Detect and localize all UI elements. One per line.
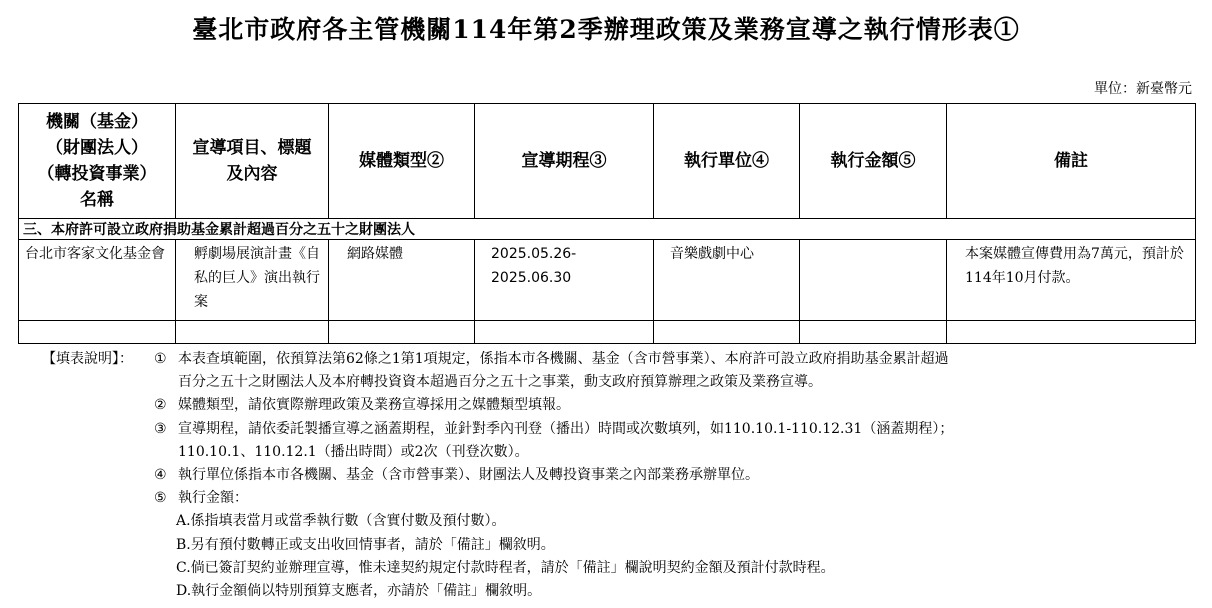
header-period: 宣導期程③: [475, 104, 654, 219]
cell-note: 本案媒體宣傳費用為7萬元，預計於114年10月付款。: [947, 240, 1196, 321]
cell-amount: [800, 240, 947, 321]
note-sub-d: D.執行金額倘以特別預算支應者，亦請於「備註」欄敘明。: [176, 583, 542, 600]
section-title: 三、本府許可設立政府捐助基金累計超過百分之五十之財團法人: [19, 219, 1196, 240]
table-row: [19, 240, 1196, 321]
note-sub-b: B.另有預付數轉正或支出收回情事者，請於「備註」欄敘明。: [176, 536, 555, 553]
empty-row: [19, 321, 1196, 344]
header-item: 宣導項目、標題 及內容: [176, 104, 329, 219]
cell-org: 台北市客家文化基金會: [19, 240, 176, 321]
note-item-4: ④ 執行單位係指本市各機關、基金（含市營事業）、財團法人及轉投資事業之內部業務承辦單位。: [154, 467, 759, 484]
note-sub-c: C.倘已簽訂契約並辦理宣導，惟未達契約規定付款時程者，請於「備註」欄說明契約金額及預計付款時程。: [176, 559, 835, 576]
unit-label: 單位：新臺幣元: [1094, 81, 1192, 97]
note-item-1: 【填表說明】： ① 本表查填範圍，依預算法第62條之1第1項規定，係指本市各機關、基金（含市營事業）、本府許可設立政府捐助基金累計超過: [42, 348, 1202, 371]
header-media: 媒體類型②: [329, 104, 475, 219]
cell-media: 網路媒體: [329, 240, 475, 321]
table-header-row: [19, 104, 1196, 219]
note-item-3-cont: 110.10.1、110.12.1（播出時間）或2次（刊登次數）。: [178, 443, 529, 460]
note-item-5: ⑤ 執行金額：: [154, 490, 248, 507]
header-org: 機關（基金） （財團法人） （轉投資事業） 名稱: [19, 104, 176, 219]
note-item-1-cont: 百分之五十之財團法人及本府轉投資資本超過百分之五十之事業，動支政府預算辦理之政策及業務宣導。: [178, 374, 822, 391]
notes-label: 【填表說明】：: [42, 351, 133, 367]
header-note: 備註: [947, 104, 1196, 219]
cell-period: 2025.05.26- 2025.06.30: [475, 240, 654, 321]
section-row: [19, 219, 1196, 240]
cell-item: 孵劇場展演計畫《自私的巨人》演出執行案: [176, 240, 329, 321]
instructions: [42, 348, 1202, 603]
header-amount: 執行金額⑤: [800, 104, 947, 219]
execution-table: [18, 103, 1196, 344]
note-item-3: ③ 宣導期程，請依委託製播宣導之涵蓋期程，並針對季內刊登（播出）時間或次數填列，如110.10.1-110.12.31（涵蓋期程）；: [154, 420, 954, 437]
page-title: 臺北市政府各主管機關114年第2季辦理政策及業務宣導之執行情形表①: [192, 15, 1020, 44]
note-item-2: ② 媒體類型，請依實際辦理政策及業務宣導採用之媒體類型填報。: [154, 397, 570, 414]
note-sub-a: A.係指填表當月或當季執行數（含實付數及預付數）。: [176, 513, 506, 530]
header-unit: 執行單位④: [654, 104, 800, 219]
cell-unit: 音樂戲劇中心: [654, 240, 800, 321]
